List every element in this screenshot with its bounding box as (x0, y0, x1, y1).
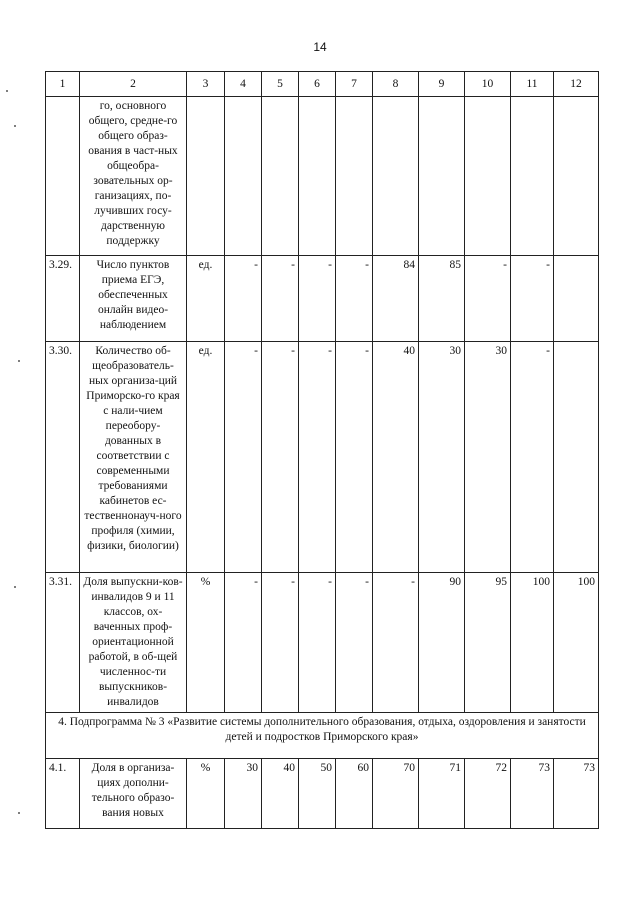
row-value: 73 (511, 759, 554, 829)
row-unit (187, 97, 225, 256)
row-value: - (336, 256, 373, 342)
row-value (336, 97, 373, 256)
row-value (511, 97, 554, 256)
row-value: 85 (419, 256, 465, 342)
row-unit: % (187, 573, 225, 713)
row-value: - (336, 573, 373, 713)
row-code: 3.30. (46, 342, 80, 573)
row-unit: ед. (187, 256, 225, 342)
row-name: Количество об-щеобразователь-ных организа-ций Приморско-го края с нали-чием переобору-дованных в соответствии с современными требованиями кабинетов ес-тественнонауч-ного профиля (химии, физики, биологии) (80, 342, 187, 573)
subprogram-row (46, 713, 599, 759)
row-value (225, 97, 262, 256)
header-cell: 4 (225, 72, 262, 97)
margin-mark (14, 125, 16, 127)
row-value: 40 (262, 759, 299, 829)
row-code (46, 97, 80, 256)
header-cell: 3 (187, 72, 225, 97)
row-value (554, 342, 599, 573)
row-value: - (373, 573, 419, 713)
margin-mark (6, 90, 8, 92)
row-value: - (299, 256, 336, 342)
row-value: - (299, 573, 336, 713)
subprogram-heading: 4. Подпрограмма № 3 «Развитие системы дополнительного образования, отдыха, оздоровления и занятости детей и подростков Приморского края» (46, 713, 599, 759)
header-cell: 7 (336, 72, 373, 97)
header-cell: 11 (511, 72, 554, 97)
row-value: 60 (336, 759, 373, 829)
row-value: 90 (419, 573, 465, 713)
table-row (46, 342, 599, 573)
row-value: - (225, 573, 262, 713)
row-value (373, 97, 419, 256)
row-value: - (511, 342, 554, 573)
row-value: 71 (419, 759, 465, 829)
row-value: 30 (419, 342, 465, 573)
row-value: 30 (465, 342, 511, 573)
row-value: - (262, 256, 299, 342)
margin-mark (14, 586, 16, 588)
row-code: 3.29. (46, 256, 80, 342)
row-value (554, 256, 599, 342)
header-cell: 1 (46, 72, 80, 97)
row-value: - (225, 256, 262, 342)
row-value: - (225, 342, 262, 573)
row-code: 3.31. (46, 573, 80, 713)
row-value: 100 (511, 573, 554, 713)
row-value: 100 (554, 573, 599, 713)
margin-mark (18, 812, 20, 814)
row-value (299, 97, 336, 256)
row-value (465, 97, 511, 256)
row-value: - (511, 256, 554, 342)
row-value: 95 (465, 573, 511, 713)
header-cell: 8 (373, 72, 419, 97)
row-name: Число пунктов приема ЕГЭ, обеспеченных онлайн видео-наблюдением (80, 256, 187, 342)
header-cell: 10 (465, 72, 511, 97)
row-name: го, основного общего, средне-го общего образ-ования в част-ных общеобра-зовательных ор-ганизациях, по-лучивших госу-дарственную поддержку (80, 97, 187, 256)
row-value: - (299, 342, 336, 573)
row-value: 73 (554, 759, 599, 829)
row-value (554, 97, 599, 256)
row-unit: ед. (187, 342, 225, 573)
row-value: 50 (299, 759, 336, 829)
row-value: - (336, 342, 373, 573)
row-value: - (262, 342, 299, 573)
row-value: 70 (373, 759, 419, 829)
table-row (46, 573, 599, 713)
header-cell: 9 (419, 72, 465, 97)
row-name: Доля выпускни-ков-инвалидов 9 и 11 классов, ох-ваченных проф-ориентационной работой, в об-щей численнос-ти выпускников-инвалидов (80, 573, 187, 713)
header-cell: 6 (299, 72, 336, 97)
indicators-table (45, 71, 599, 829)
row-value: 72 (465, 759, 511, 829)
row-value: - (262, 573, 299, 713)
header-cell: 5 (262, 72, 299, 97)
row-name: Доля в организа-циях дополни-тельного образо-вания новых (80, 759, 187, 829)
row-unit: % (187, 759, 225, 829)
table-row (46, 759, 599, 829)
header-cell: 12 (554, 72, 599, 97)
table-header-row (46, 72, 599, 97)
row-value (262, 97, 299, 256)
row-value (419, 97, 465, 256)
header-cell: 2 (80, 72, 187, 97)
row-value: 84 (373, 256, 419, 342)
table-row (46, 256, 599, 342)
row-code: 4.1. (46, 759, 80, 829)
page-number: 14 (313, 40, 327, 54)
row-value: 30 (225, 759, 262, 829)
row-value: - (465, 256, 511, 342)
row-value: 40 (373, 342, 419, 573)
table-row (46, 97, 599, 256)
margin-mark (18, 360, 20, 362)
